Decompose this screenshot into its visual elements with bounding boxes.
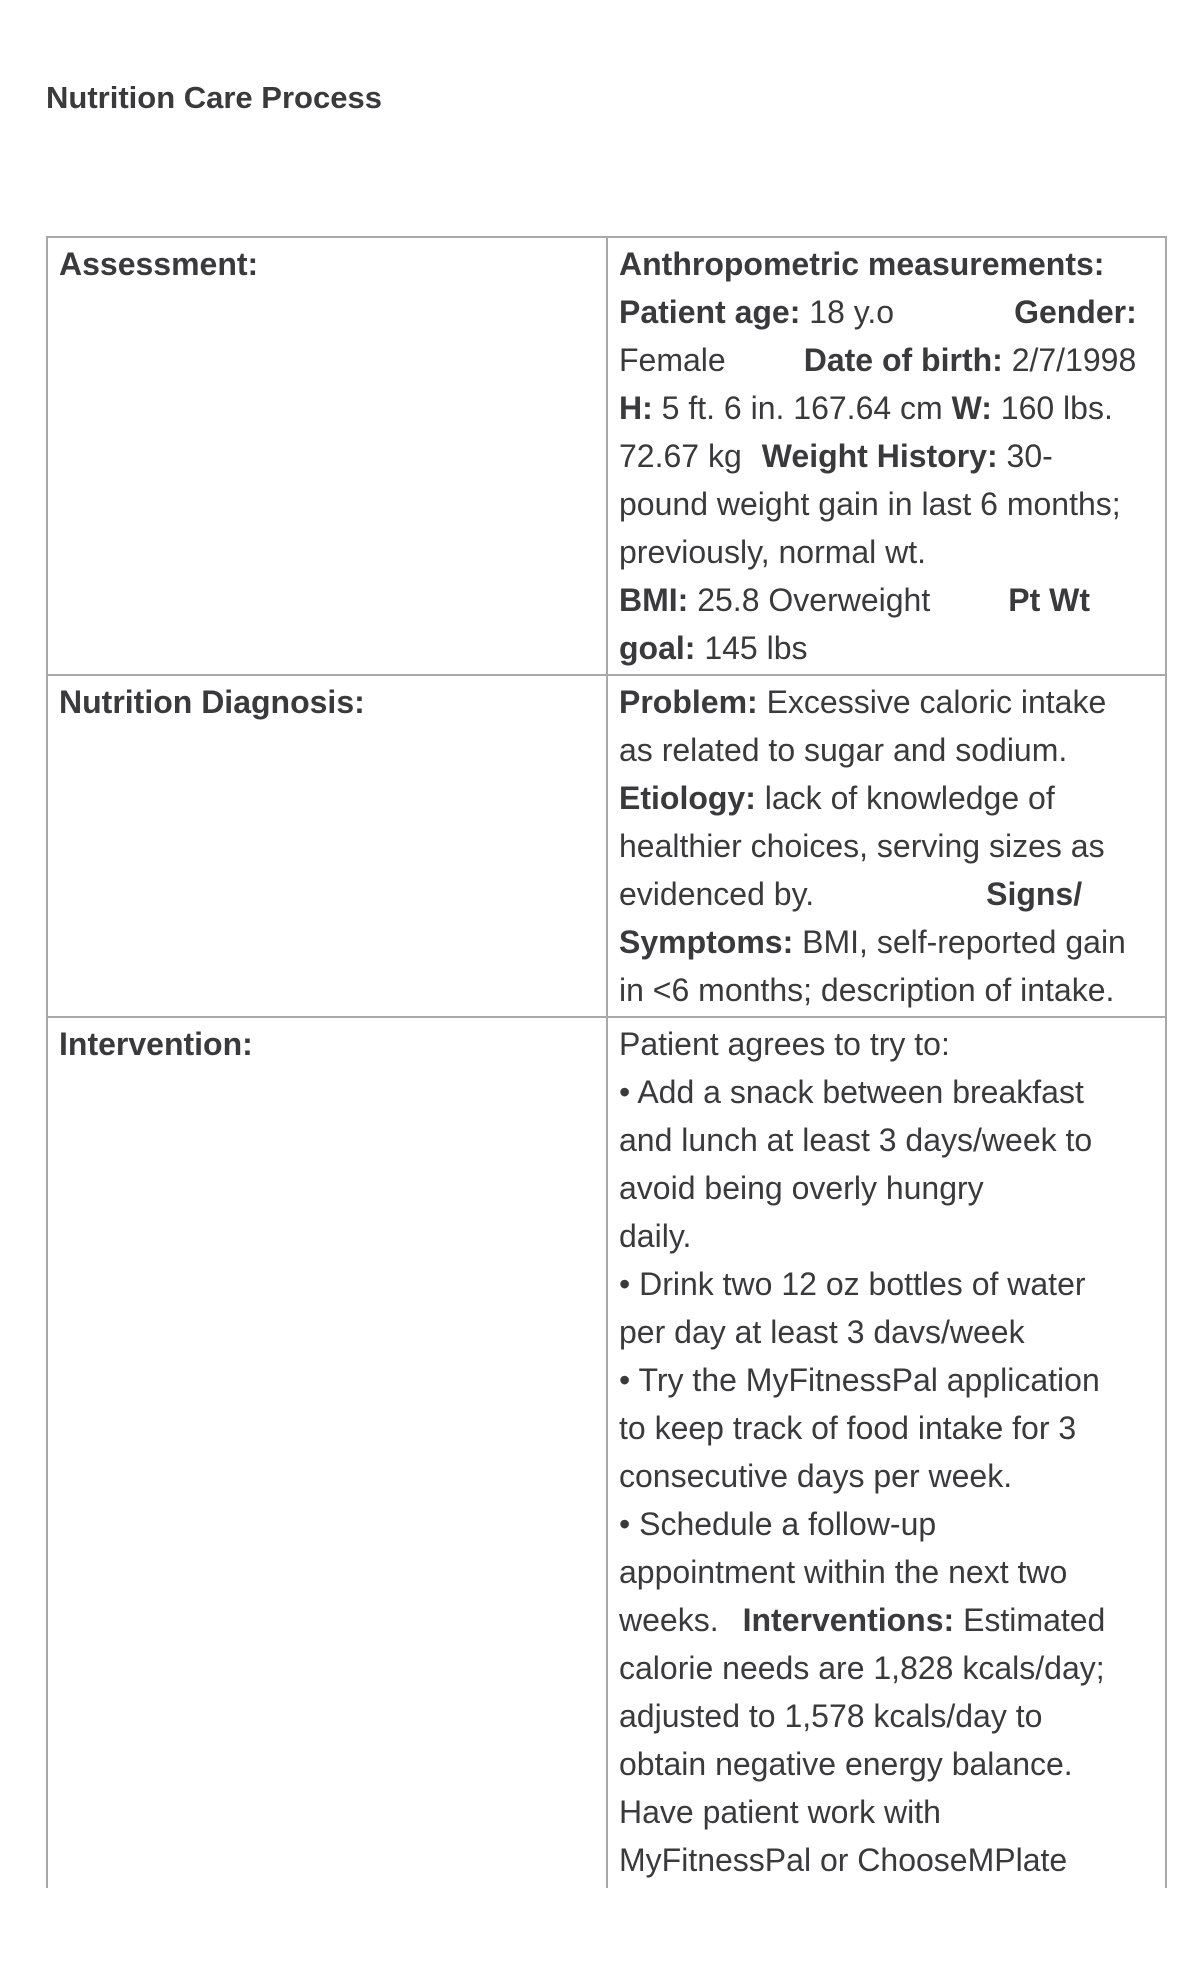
intervention-line: obtain negative energy balance. <box>619 1746 1073 1782</box>
diagnosis-label: Nutrition Diagnosis: <box>47 675 607 1017</box>
weight-history-line-2: pound weight gain in last 6 months; <box>619 486 1121 522</box>
diagnosis-content <box>607 675 1166 1017</box>
goal-value: 145 lbs <box>695 630 808 666</box>
interventions-label: Interventions: <box>742 1602 955 1638</box>
signs-value-line-2: in <6 months; description of intake. <box>619 972 1115 1008</box>
dob-value: 2/7/1998 <box>1002 342 1137 378</box>
intervention-line: • Try the MyFitnessPal application <box>619 1362 1100 1398</box>
etiology-value-line-3: evidenced by. <box>619 876 815 912</box>
intervention-line: • Add a snack between breakfast <box>619 1074 1084 1110</box>
weight-history-label: Weight History: <box>761 438 998 474</box>
page-title: Nutrition Care Process <box>46 80 382 115</box>
weeks-text: weeks. <box>619 1602 719 1638</box>
weight-history-value: 30- <box>997 438 1053 474</box>
intervention-line: calorie needs are 1,828 kcals/day; <box>619 1650 1105 1686</box>
age-label: Patient age: <box>619 294 801 330</box>
nutrition-care-table <box>46 236 1167 1888</box>
intervention-line: adjusted to 1,578 kcals/day to <box>619 1698 1043 1734</box>
weight-label: W: <box>951 390 992 426</box>
gender-value: Female <box>619 342 726 378</box>
intervention-line: and lunch at least 3 days/week to <box>619 1122 1093 1158</box>
intervention-line: Patient agrees to try to: <box>619 1026 950 1062</box>
dob-label: Date of birth: <box>803 342 1003 378</box>
weight-value: 160 lbs. <box>991 390 1113 426</box>
assessment-content <box>607 237 1166 675</box>
intervention-line: • Drink two 12 oz bottles of water <box>619 1266 1086 1302</box>
etiology-value-line-2: healthier choices, serving sizes as <box>619 828 1105 864</box>
weight-kg: 72.67 kg <box>619 438 742 474</box>
age-value: 18 y.o <box>800 294 895 330</box>
height-value: 5 ft. 6 in. 167.64 cm <box>652 390 952 426</box>
intervention-line: consecutive days per week. <box>619 1458 1013 1494</box>
intervention-row <box>47 1017 1166 1888</box>
gender-label: Gender: <box>1014 294 1137 330</box>
problem-value-line-2: as related to sugar and sodium. <box>619 732 1068 768</box>
intervention-line: avoid being overly hungry <box>619 1170 984 1206</box>
intervention-label: Intervention: <box>47 1017 607 1888</box>
intervention-line: • Schedule a follow-up <box>619 1506 937 1542</box>
bmi-label: BMI: <box>619 582 689 618</box>
problem-label: Problem: <box>619 684 758 720</box>
problem-value: Excessive caloric intake <box>757 684 1107 720</box>
interventions-value: Estimated <box>954 1602 1106 1638</box>
intervention-line: to keep track of food intake for 3 <box>619 1410 1077 1446</box>
symptoms-label: Symptoms: <box>619 924 794 960</box>
assessment-label: Assessment: <box>47 237 607 675</box>
etiology-value: lack of knowledge of <box>755 780 1055 816</box>
intervention-line: appointment within the next two <box>619 1554 1068 1590</box>
intervention-line: daily. <box>619 1218 692 1254</box>
goal-label-cont: goal: <box>619 630 696 666</box>
intervention-line: per day at least 3 davs/week <box>619 1314 1025 1350</box>
assessment-row <box>47 237 1166 675</box>
height-label: H: <box>619 390 653 426</box>
anthropometric-heading: Anthropometric measurements: <box>619 246 1105 282</box>
intervention-line: MyFitnessPal or ChooseMPlate <box>619 1842 1068 1878</box>
etiology-label: Etiology: <box>619 780 756 816</box>
intervention-line: Have patient work with <box>619 1794 941 1830</box>
intervention-content <box>607 1017 1166 1888</box>
signs-value: BMI, self-reported gain <box>793 924 1126 960</box>
bmi-value: 25.8 Overweight <box>688 582 931 618</box>
goal-label: Pt Wt <box>1008 582 1090 618</box>
weight-history-line-3: previously, normal wt. <box>619 534 927 570</box>
diagnosis-row <box>47 675 1166 1017</box>
signs-label: Signs/ <box>986 876 1083 912</box>
